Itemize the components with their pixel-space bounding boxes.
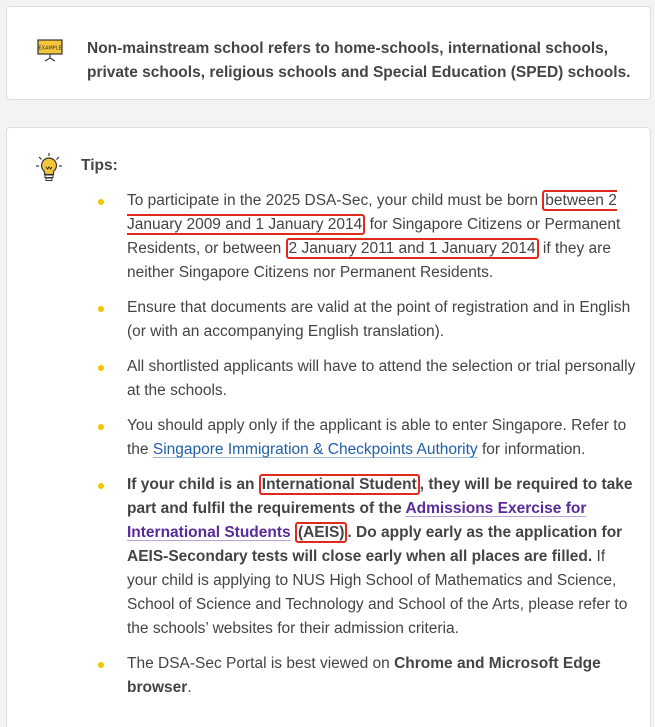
highlight-box: between 2 January 2009 and 1 January 2014 bbox=[127, 192, 617, 233]
highlight-box: International Student bbox=[259, 474, 420, 495]
bullet-dot bbox=[98, 483, 104, 489]
example-icon bbox=[37, 37, 63, 63]
tip-text: To participate in the 2025 DSA-Sec, your child must be born bbox=[127, 192, 543, 209]
list-item bbox=[77, 414, 637, 462]
bullet-dot bbox=[98, 662, 104, 668]
note-card bbox=[6, 6, 651, 100]
tip-text: Ensure that documents are valid at the point of registration and in English (or with an accompanying English translation). bbox=[127, 299, 631, 340]
aeis-link[interactable]: Admissions Exercise for International Students bbox=[127, 500, 587, 541]
tip-text: If your child is applying to NUS High School of Mathematics and Science, School of Science and Technology and School of the Arts, please refer to the schools’ websites for their admission criteria. bbox=[127, 548, 628, 637]
highlight-box: 2 January 2011 and 1 January 2014 bbox=[286, 238, 539, 259]
tip-text: , they will be required to take part and fulfil the requirements of the bbox=[127, 476, 633, 517]
tip-text: The DSA-Sec Portal is best viewed on bbox=[127, 655, 395, 672]
tips-card bbox=[6, 127, 651, 727]
list-item bbox=[77, 189, 637, 285]
tip-text: . bbox=[187, 679, 192, 696]
list-item bbox=[77, 652, 637, 700]
bullet-dot bbox=[98, 365, 104, 371]
list-item bbox=[77, 355, 637, 403]
tips-list bbox=[77, 189, 637, 711]
lightbulb-icon bbox=[35, 152, 63, 182]
tip-text: if they are neither Singapore Citizens nor Permanent Residents. bbox=[127, 240, 611, 281]
ica-link[interactable]: Singapore Immigration & Checkpoints Authority bbox=[152, 441, 478, 458]
tip-text: If your child is an bbox=[127, 476, 259, 493]
bullet-dot bbox=[98, 424, 104, 430]
bullet-dot bbox=[98, 306, 104, 312]
tip-text: You should apply only if the applicant is able to enter Singapore. Refer to the bbox=[127, 417, 627, 458]
tips-title: Tips: bbox=[81, 157, 118, 174]
bullet-dot bbox=[98, 199, 104, 205]
tip-text: for Singapore Citizens or Permanent Residents, or between bbox=[127, 216, 621, 257]
note-text: Non-mainstream school refers to home-schools, international schools, private schools, religious schools and Special Education (SPED) schools. bbox=[87, 40, 631, 81]
tip-text: Chrome and Microsoft Edge browser bbox=[127, 655, 601, 696]
tip-text: All shortlisted applicants will have to attend the selection or trial personally at the schools. bbox=[127, 358, 636, 399]
list-item bbox=[77, 473, 637, 641]
highlight-box: (AEIS) bbox=[295, 522, 348, 543]
tip-text: . Do apply early as the application for AEIS-Secondary tests will close early when all places are filled. bbox=[127, 524, 623, 565]
list-item bbox=[77, 296, 637, 344]
svg-text:EXAMPLE: EXAMPLE bbox=[38, 45, 62, 52]
tip-text: for information. bbox=[477, 441, 586, 458]
